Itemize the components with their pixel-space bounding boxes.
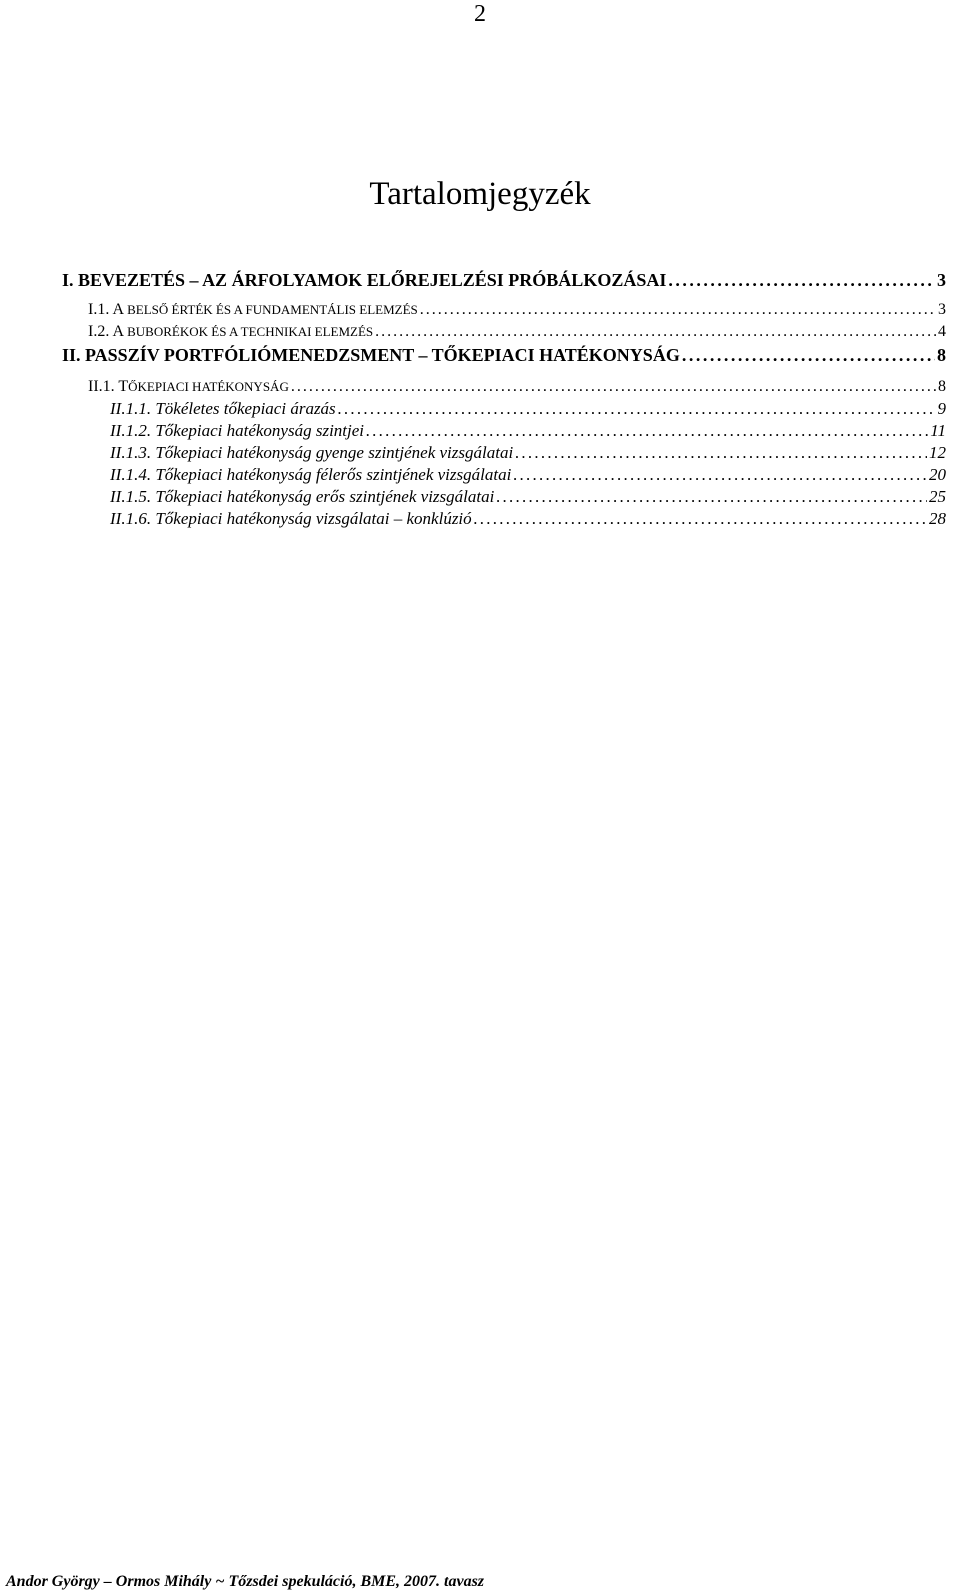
toc-entry-chapter-1[interactable] — [62, 268, 946, 292]
dot-leader — [338, 398, 936, 420]
toc-entry-page: 9 — [937, 399, 946, 418]
toc-entry-label: II.1.4. Tőkepiaci hatékonyság félerős szintjének vizsgálatai — [110, 465, 512, 484]
dot-leader — [420, 300, 936, 320]
page-title: Tartalomjegyzék — [369, 176, 591, 212]
toc-entry-page: 12 — [929, 443, 946, 462]
toc-entry-label: II.1.2. Tőkepiaci hatékonyság szintjei — [110, 421, 365, 440]
page-footer: Andor György – Ormos Mihály ~ Tőzsdei spekuláció, BME, 2007. tavasz — [6, 1573, 485, 1590]
dot-leader — [515, 442, 927, 464]
toc-entry-label: II. PASSZÍV PORTFÓLIÓMENEDZSMENT – TŐKEPIACI HATÉKONYSÁG — [62, 345, 680, 365]
dot-leader — [496, 486, 927, 508]
toc-entry-page: 3 — [938, 301, 946, 318]
toc-entry-page: 3 — [937, 270, 946, 290]
page-number: 2 — [474, 1, 486, 27]
dot-leader — [668, 268, 935, 292]
toc-entry-page: 20 — [929, 465, 946, 484]
dot-leader — [375, 322, 936, 342]
toc-entry-label-smallcaps: BUBORÉKOK ÉS A TECHNIKAI ELEMZÉS — [127, 324, 374, 339]
dot-leader — [366, 420, 928, 442]
toc-entry-label-prefix: II.1. T — [88, 378, 129, 395]
toc-entry-page: 28 — [929, 509, 946, 528]
toc-entry-label: II.1.1. Tökéletes tőkepiaci árazás — [110, 399, 336, 418]
toc-entry-section-2-1[interactable] — [88, 377, 946, 397]
dot-leader — [682, 343, 935, 367]
toc-entry-subsection-2-1-5[interactable] — [110, 486, 946, 508]
toc-entry-page: 4 — [938, 323, 946, 340]
toc-entry-subsection-2-1-3[interactable] — [110, 442, 946, 464]
toc-entry-section-1-1[interactable] — [88, 300, 946, 320]
toc-entry-subsection-2-1-2[interactable] — [110, 420, 946, 442]
toc-entry-label-prefix: I.2. A — [88, 323, 124, 340]
toc-entry-label-smallcaps: BELSŐ ÉRTÉK ÉS A FUNDAMENTÁLIS ELEMZÉS — [127, 302, 418, 317]
toc-entry-label — [88, 377, 289, 397]
toc-entry-label — [88, 300, 418, 320]
toc-entry-section-1-2[interactable] — [88, 322, 946, 342]
toc-entry-label-smallcaps: ŐKEPIACI HATÉKONYSÁG — [128, 379, 289, 394]
toc-entry-label-prefix: I.1. A — [88, 301, 124, 318]
toc-entry-label: II.1.5. Tőkepiaci hatékonyság erős szintjének vizsgálatai — [110, 487, 495, 506]
toc-entry-subsection-2-1-4[interactable] — [110, 464, 946, 486]
toc-entry-label: I. BEVEZETÉS – AZ ÁRFOLYAMOK ELŐREJELZÉSI PRÓBÁLKOZÁSAI — [62, 270, 667, 290]
dot-leader — [474, 508, 927, 530]
toc-entry-subsection-2-1-1[interactable] — [110, 398, 946, 420]
toc-entry-label: II.1.6. Tőkepiaci hatékonyság vizsgálatai – konklúzió — [110, 509, 472, 528]
toc-entry-label: II.1.3. Tőkepiaci hatékonyság gyenge szintjének vizsgálatai — [110, 443, 514, 462]
toc-entry-page: 8 — [937, 345, 946, 365]
dot-leader — [513, 464, 927, 486]
toc-entry-page: 8 — [938, 378, 946, 395]
dot-leader — [291, 377, 936, 397]
toc-entry-label — [88, 322, 373, 342]
toc-entry-page: 25 — [929, 487, 946, 506]
toc-entry-subsection-2-1-6[interactable] — [110, 508, 946, 530]
toc-entry-chapter-2[interactable] — [62, 343, 946, 367]
toc-entry-page: 11 — [930, 421, 946, 440]
